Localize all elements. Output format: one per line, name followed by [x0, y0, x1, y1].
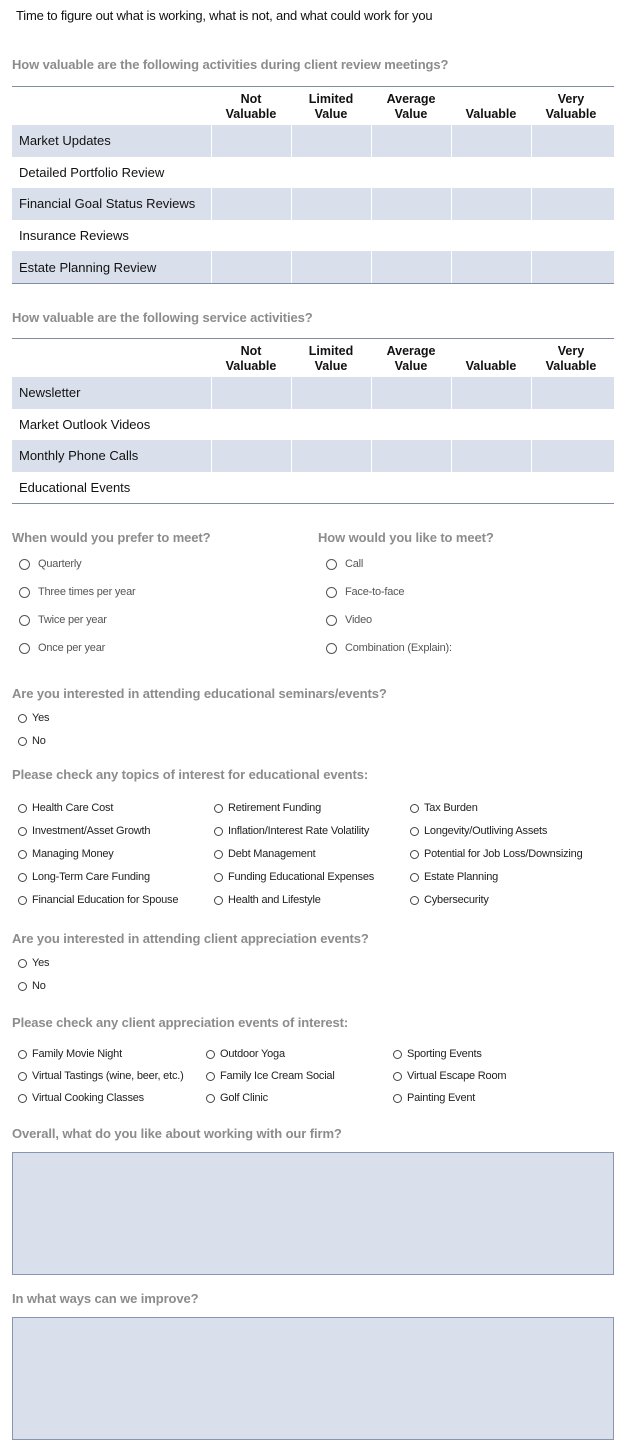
option-potential-for-job-loss-downsizing[interactable]	[410, 848, 583, 860]
rating-cell[interactable]	[451, 188, 531, 220]
option-label: Estate Planning	[424, 871, 499, 883]
question-what-you-like: Overall, what do you like about working with our firm?	[12, 1126, 342, 1141]
checkbox-circle-icon[interactable]	[214, 896, 223, 905]
rating-cell[interactable]	[211, 472, 291, 504]
radio-circle-icon[interactable]	[326, 587, 337, 598]
checkbox-circle-icon[interactable]	[18, 804, 27, 813]
option-yes[interactable]	[18, 712, 49, 724]
row-label: Detailed Portfolio Review	[19, 164, 165, 180]
rating-column-header-line: Limited	[308, 92, 354, 106]
option-video[interactable]	[326, 614, 372, 626]
rating-cell[interactable]	[291, 157, 371, 189]
question-educational-topics: Please check any topics of interest for educational events:	[12, 767, 369, 782]
rating-column-header	[451, 359, 531, 374]
rating-cell[interactable]	[451, 125, 531, 157]
rating-cell[interactable]	[211, 377, 291, 409]
option-label: Inflation/Interest Rate Volatility	[228, 825, 370, 837]
option-longevity-outliving-assets[interactable]	[410, 825, 547, 837]
rating-cell[interactable]	[291, 472, 371, 504]
row-label: Market Outlook Videos	[19, 416, 151, 432]
rating-cell[interactable]	[211, 157, 291, 189]
rating-column-header	[291, 344, 371, 374]
radio-circle-icon[interactable]	[19, 643, 30, 654]
option-label: Health Care Cost	[32, 802, 114, 814]
rating-column-header	[371, 344, 451, 374]
radio-circle-icon[interactable]	[19, 559, 30, 570]
option-label: Debt Management	[228, 848, 316, 860]
option-no[interactable]	[18, 980, 46, 992]
rating-cell[interactable]	[371, 220, 451, 252]
option-once-per-year[interactable]	[19, 642, 105, 654]
rating-column-header-line: Valuable	[545, 107, 597, 121]
checkbox-circle-icon[interactable]	[214, 873, 223, 882]
rating-cell[interactable]	[211, 188, 291, 220]
checkbox-circle-icon[interactable]	[18, 873, 27, 882]
question-client-review-activities: How valuable are the following activities during client review meetings?	[12, 57, 449, 72]
rating-cell[interactable]	[371, 251, 451, 283]
rating-column-header	[211, 344, 291, 374]
option-label: Long-Term Care Funding	[32, 871, 150, 883]
option-label: Financial Education for Spouse	[32, 894, 179, 906]
option-managing-money[interactable]	[18, 848, 114, 860]
checkbox-circle-icon[interactable]	[410, 827, 419, 836]
rating-column-header	[211, 92, 291, 122]
option-virtual-escape-room[interactable]	[393, 1070, 506, 1082]
rating-cell[interactable]	[211, 409, 291, 441]
checkbox-circle-icon[interactable]	[18, 850, 27, 859]
option-quarterly[interactable]	[19, 558, 81, 570]
radio-circle-icon[interactable]	[326, 643, 337, 654]
row-label: Insurance Reviews	[19, 228, 129, 244]
rating-header-row	[12, 87, 614, 125]
option-yes[interactable]	[18, 957, 49, 969]
rating-column-header-line: Limited	[308, 344, 354, 358]
intro-text: Time to figure out what is working, what is not, and what could work for you	[16, 8, 433, 23]
rating-cell[interactable]	[531, 409, 611, 441]
option-label: Call	[345, 558, 364, 570]
rating-cell[interactable]	[371, 125, 451, 157]
option-label: Managing Money	[32, 848, 114, 860]
checkbox-circle-icon[interactable]	[393, 1050, 402, 1059]
option-long-term-care-funding[interactable]	[18, 871, 150, 883]
rating-column-header	[531, 92, 611, 122]
option-three-times-per-year[interactable]	[19, 586, 135, 598]
checkbox-circle-icon[interactable]	[18, 982, 27, 991]
rating-column-header-line: Valuable	[465, 107, 517, 121]
table-row	[12, 472, 614, 504]
option-painting-event[interactable]	[393, 1092, 475, 1104]
question-appreciation-event-types: Please check any client appreciation events of interest:	[12, 1015, 349, 1030]
radio-circle-icon[interactable]	[326, 559, 337, 570]
rating-cell[interactable]	[371, 157, 451, 189]
option-label: Investment/Asset Growth	[32, 825, 151, 837]
rating-column-header-line: Very	[557, 92, 585, 106]
rating-cell[interactable]	[531, 251, 611, 283]
option-label: Virtual Cooking Classes	[32, 1092, 144, 1104]
rating-cell[interactable]	[211, 251, 291, 283]
option-label: Health and Lifestyle	[228, 894, 321, 906]
checkbox-circle-icon[interactable]	[393, 1072, 402, 1081]
rating-cell[interactable]	[531, 440, 611, 472]
option-outdoor-yoga[interactable]	[206, 1048, 285, 1060]
how-to-improve-textarea[interactable]	[12, 1317, 614, 1440]
rating-cell[interactable]	[291, 188, 371, 220]
rating-column-header-line: Value	[394, 107, 428, 121]
rating-column-header-line: Value	[394, 359, 428, 373]
rating-cell[interactable]	[211, 125, 291, 157]
option-golf-clinic[interactable]	[206, 1092, 268, 1104]
rating-column-header-line: Average	[386, 344, 436, 358]
rating-column-header-line: Not	[240, 92, 262, 106]
option-virtual-tastings-wine-beer-etc[interactable]	[18, 1070, 184, 1082]
rating-cell[interactable]	[371, 377, 451, 409]
rating-cell[interactable]	[531, 188, 611, 220]
rating-column-header-line: Very	[557, 344, 585, 358]
rating-cell[interactable]	[291, 377, 371, 409]
option-label: Three times per year	[38, 586, 136, 598]
rating-column-header	[291, 92, 371, 122]
option-health-care-cost[interactable]	[18, 802, 113, 814]
option-label: Virtual Tastings (wine, beer, etc.)	[32, 1070, 184, 1082]
rating-column-header-line: Value	[314, 107, 348, 121]
rating-column-header-line: Valuable	[465, 359, 517, 373]
service-activities-rating-table	[12, 338, 614, 504]
checkbox-circle-icon[interactable]	[18, 737, 27, 746]
rating-column-header-line: Valuable	[225, 359, 277, 373]
rating-cell[interactable]	[531, 157, 611, 189]
checkbox-circle-icon[interactable]	[393, 1094, 402, 1103]
checkbox-circle-icon[interactable]	[410, 873, 419, 882]
option-label: Yes	[32, 957, 50, 969]
rating-column-header-line: Valuable	[545, 359, 597, 373]
checkbox-circle-icon[interactable]	[18, 896, 27, 905]
row-label: Estate Planning Review	[19, 259, 157, 275]
checkbox-circle-icon[interactable]	[18, 1072, 27, 1081]
option-label: Tax Burden	[424, 802, 478, 814]
option-label: Quarterly	[38, 558, 82, 570]
radio-circle-icon[interactable]	[326, 615, 337, 626]
option-debt-management[interactable]	[214, 848, 316, 860]
option-label: Face-to-face	[345, 586, 405, 598]
row-label: Market Updates	[19, 133, 111, 149]
rating-column-header-line: Not	[240, 344, 262, 358]
option-label: Longevity/Outliving Assets	[424, 825, 548, 837]
table-row	[12, 125, 614, 157]
option-label: Combination (Explain):	[345, 642, 452, 654]
rating-cell[interactable]	[451, 440, 531, 472]
rating-cell[interactable]	[291, 125, 371, 157]
option-label: Outdoor Yoga	[220, 1048, 285, 1060]
table-row	[12, 409, 614, 441]
question-service-activities: How valuable are the following service activities?	[12, 310, 313, 325]
option-twice-per-year[interactable]	[19, 614, 107, 626]
option-cybersecurity[interactable]	[410, 894, 489, 906]
option-virtual-cooking-classes[interactable]	[18, 1092, 144, 1104]
option-face-to-face[interactable]	[326, 586, 404, 598]
table-row	[12, 440, 614, 472]
checkbox-circle-icon[interactable]	[18, 1094, 27, 1103]
rating-column-header-line: Average	[386, 92, 436, 106]
option-label: No	[32, 735, 46, 747]
checkbox-circle-icon[interactable]	[410, 896, 419, 905]
option-family-ice-cream-social[interactable]	[206, 1070, 335, 1082]
checkbox-circle-icon[interactable]	[18, 959, 27, 968]
rating-cell[interactable]	[291, 251, 371, 283]
checkbox-circle-icon[interactable]	[18, 827, 27, 836]
option-label: Family Ice Cream Social	[220, 1070, 335, 1082]
table-row	[12, 377, 614, 409]
option-label: Video	[345, 614, 372, 626]
rating-cell[interactable]	[291, 409, 371, 441]
option-label: Once per year	[38, 642, 106, 654]
option-inflation-interest-rate-volatility[interactable]	[214, 825, 369, 837]
rating-cell[interactable]	[371, 472, 451, 504]
rating-cell[interactable]	[371, 188, 451, 220]
what-you-like-textarea[interactable]	[12, 1152, 614, 1275]
option-label: Twice per year	[38, 614, 107, 626]
rating-cell[interactable]	[451, 472, 531, 504]
table-row	[12, 251, 614, 283]
radio-circle-icon[interactable]	[19, 615, 30, 626]
option-no[interactable]	[18, 735, 46, 747]
rating-cell[interactable]	[291, 220, 371, 252]
checkbox-circle-icon[interactable]	[214, 804, 223, 813]
rating-column-header-line: Valuable	[225, 107, 277, 121]
row-label: Financial Goal Status Reviews	[19, 196, 196, 212]
question-appreciation-events: Are you interested in attending client appreciation events?	[12, 931, 369, 946]
rating-column-header-line: Value	[314, 359, 348, 373]
option-label: Family Movie Night	[32, 1048, 122, 1060]
question-meeting-frequency: When would you prefer to meet?	[12, 530, 211, 545]
rating-cell[interactable]	[531, 377, 611, 409]
client-review-rating-table	[12, 86, 614, 284]
checkbox-circle-icon[interactable]	[18, 714, 27, 723]
rating-cell[interactable]	[451, 220, 531, 252]
checkbox-circle-icon[interactable]	[214, 850, 223, 859]
question-educational-seminars: Are you interested in attending educational seminars/events?	[12, 686, 387, 701]
rating-cell[interactable]	[211, 440, 291, 472]
option-tax-burden[interactable]	[410, 802, 478, 814]
radio-circle-icon[interactable]	[19, 587, 30, 598]
option-funding-educational-expenses[interactable]	[214, 871, 374, 883]
rating-column-header	[451, 107, 531, 122]
option-label: Retirement Funding	[228, 802, 322, 814]
rating-column-header	[371, 92, 451, 122]
rating-cell[interactable]	[531, 472, 611, 504]
rating-header-row	[12, 339, 614, 377]
table-row	[12, 188, 614, 220]
option-label: Virtual Escape Room	[407, 1070, 507, 1082]
option-estate-planning[interactable]	[410, 871, 498, 883]
option-sporting-events[interactable]	[393, 1048, 482, 1060]
question-how-to-improve: In what ways can we improve?	[12, 1291, 199, 1306]
option-label: Cybersecurity	[424, 894, 489, 906]
table-row	[12, 157, 614, 189]
checkbox-circle-icon[interactable]	[410, 804, 419, 813]
option-label: Funding Educational Expenses	[228, 871, 375, 883]
rating-cell[interactable]	[451, 409, 531, 441]
checkbox-circle-icon[interactable]	[206, 1072, 215, 1081]
rating-cell[interactable]	[291, 440, 371, 472]
checkbox-circle-icon[interactable]	[18, 1050, 27, 1059]
option-label: Painting Event	[407, 1092, 476, 1104]
row-label: Newsletter	[19, 385, 81, 401]
rating-cell[interactable]	[451, 157, 531, 189]
rating-cell[interactable]	[371, 440, 451, 472]
rating-cell[interactable]	[451, 377, 531, 409]
option-health-and-lifestyle[interactable]	[214, 894, 321, 906]
checkbox-circle-icon[interactable]	[214, 827, 223, 836]
table-row	[12, 220, 614, 252]
checkbox-circle-icon[interactable]	[206, 1050, 215, 1059]
rating-cell[interactable]	[211, 220, 291, 252]
option-label: Potential for Job Loss/Downsizing	[424, 848, 583, 860]
row-label: Educational Events	[19, 480, 131, 496]
option-call[interactable]	[326, 558, 363, 570]
rating-cell[interactable]	[451, 251, 531, 283]
row-label: Monthly Phone Calls	[19, 448, 139, 464]
rating-cell[interactable]	[531, 125, 611, 157]
option-combination-explain[interactable]	[326, 642, 452, 654]
rating-cell[interactable]	[531, 220, 611, 252]
checkbox-circle-icon[interactable]	[206, 1094, 215, 1103]
option-retirement-funding[interactable]	[214, 802, 321, 814]
option-investment-asset-growth[interactable]	[18, 825, 150, 837]
option-label: No	[32, 980, 46, 992]
checkbox-circle-icon[interactable]	[410, 850, 419, 859]
option-label: Golf Clinic	[220, 1092, 268, 1104]
question-meeting-method: How would you like to meet?	[318, 530, 494, 545]
option-financial-education-for-spouse[interactable]	[18, 894, 178, 906]
rating-column-header	[531, 344, 611, 374]
option-label: Sporting Events	[407, 1048, 482, 1060]
option-family-movie-night[interactable]	[18, 1048, 122, 1060]
rating-cell[interactable]	[371, 409, 451, 441]
option-label: Yes	[32, 712, 50, 724]
